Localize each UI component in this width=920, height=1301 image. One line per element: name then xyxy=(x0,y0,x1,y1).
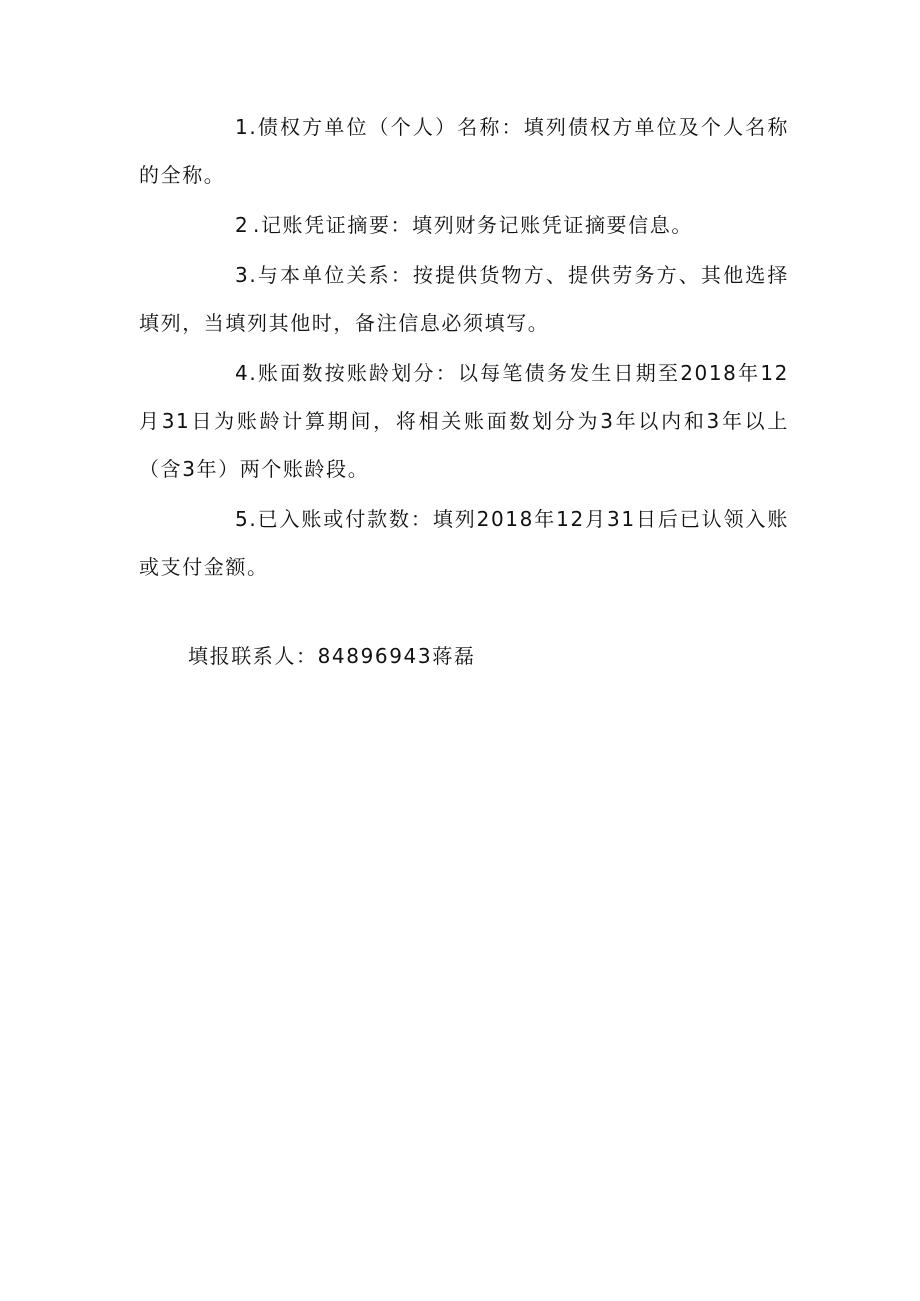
note-number: 4 xyxy=(235,361,250,385)
note-number: 5 xyxy=(235,507,250,531)
contact-label: 填报联系人： xyxy=(188,644,318,668)
note-item-1 xyxy=(139,103,789,199)
note-item-2 xyxy=(139,201,789,249)
note-item-3 xyxy=(139,251,789,347)
note-text: .记账凭证摘要：填列财务记账凭证摘要信息。 xyxy=(253,213,693,237)
note-text: .账面数按账龄划分：以每笔债务发生日期至2018年12月31日为账龄计算期间，将相关账面数划分为3年以内和3年以上（含3年）两个账龄段。 xyxy=(139,361,789,481)
note-text: .已入账或付款数：填列2018年12月31日后已认领入账或支付金额。 xyxy=(139,507,789,579)
contact-line xyxy=(188,636,475,676)
note-number: 3 xyxy=(235,263,250,287)
note-number: 2 xyxy=(235,213,250,237)
note-item-5 xyxy=(139,495,789,591)
note-text: .与本单位关系：按提供货物方、提供劳务方、其他选择填列，当填列其他时，备注信息必须填写。 xyxy=(139,263,789,335)
contact-phone: 84896943 xyxy=(317,644,433,668)
notes-list xyxy=(139,103,789,593)
note-text: .债权方单位（个人）名称：填列债权方单位及个人名称的全称。 xyxy=(139,115,789,187)
contact-name: 蒋磊 xyxy=(432,644,476,668)
note-item-4 xyxy=(139,349,789,493)
note-number: 1 xyxy=(235,115,250,139)
